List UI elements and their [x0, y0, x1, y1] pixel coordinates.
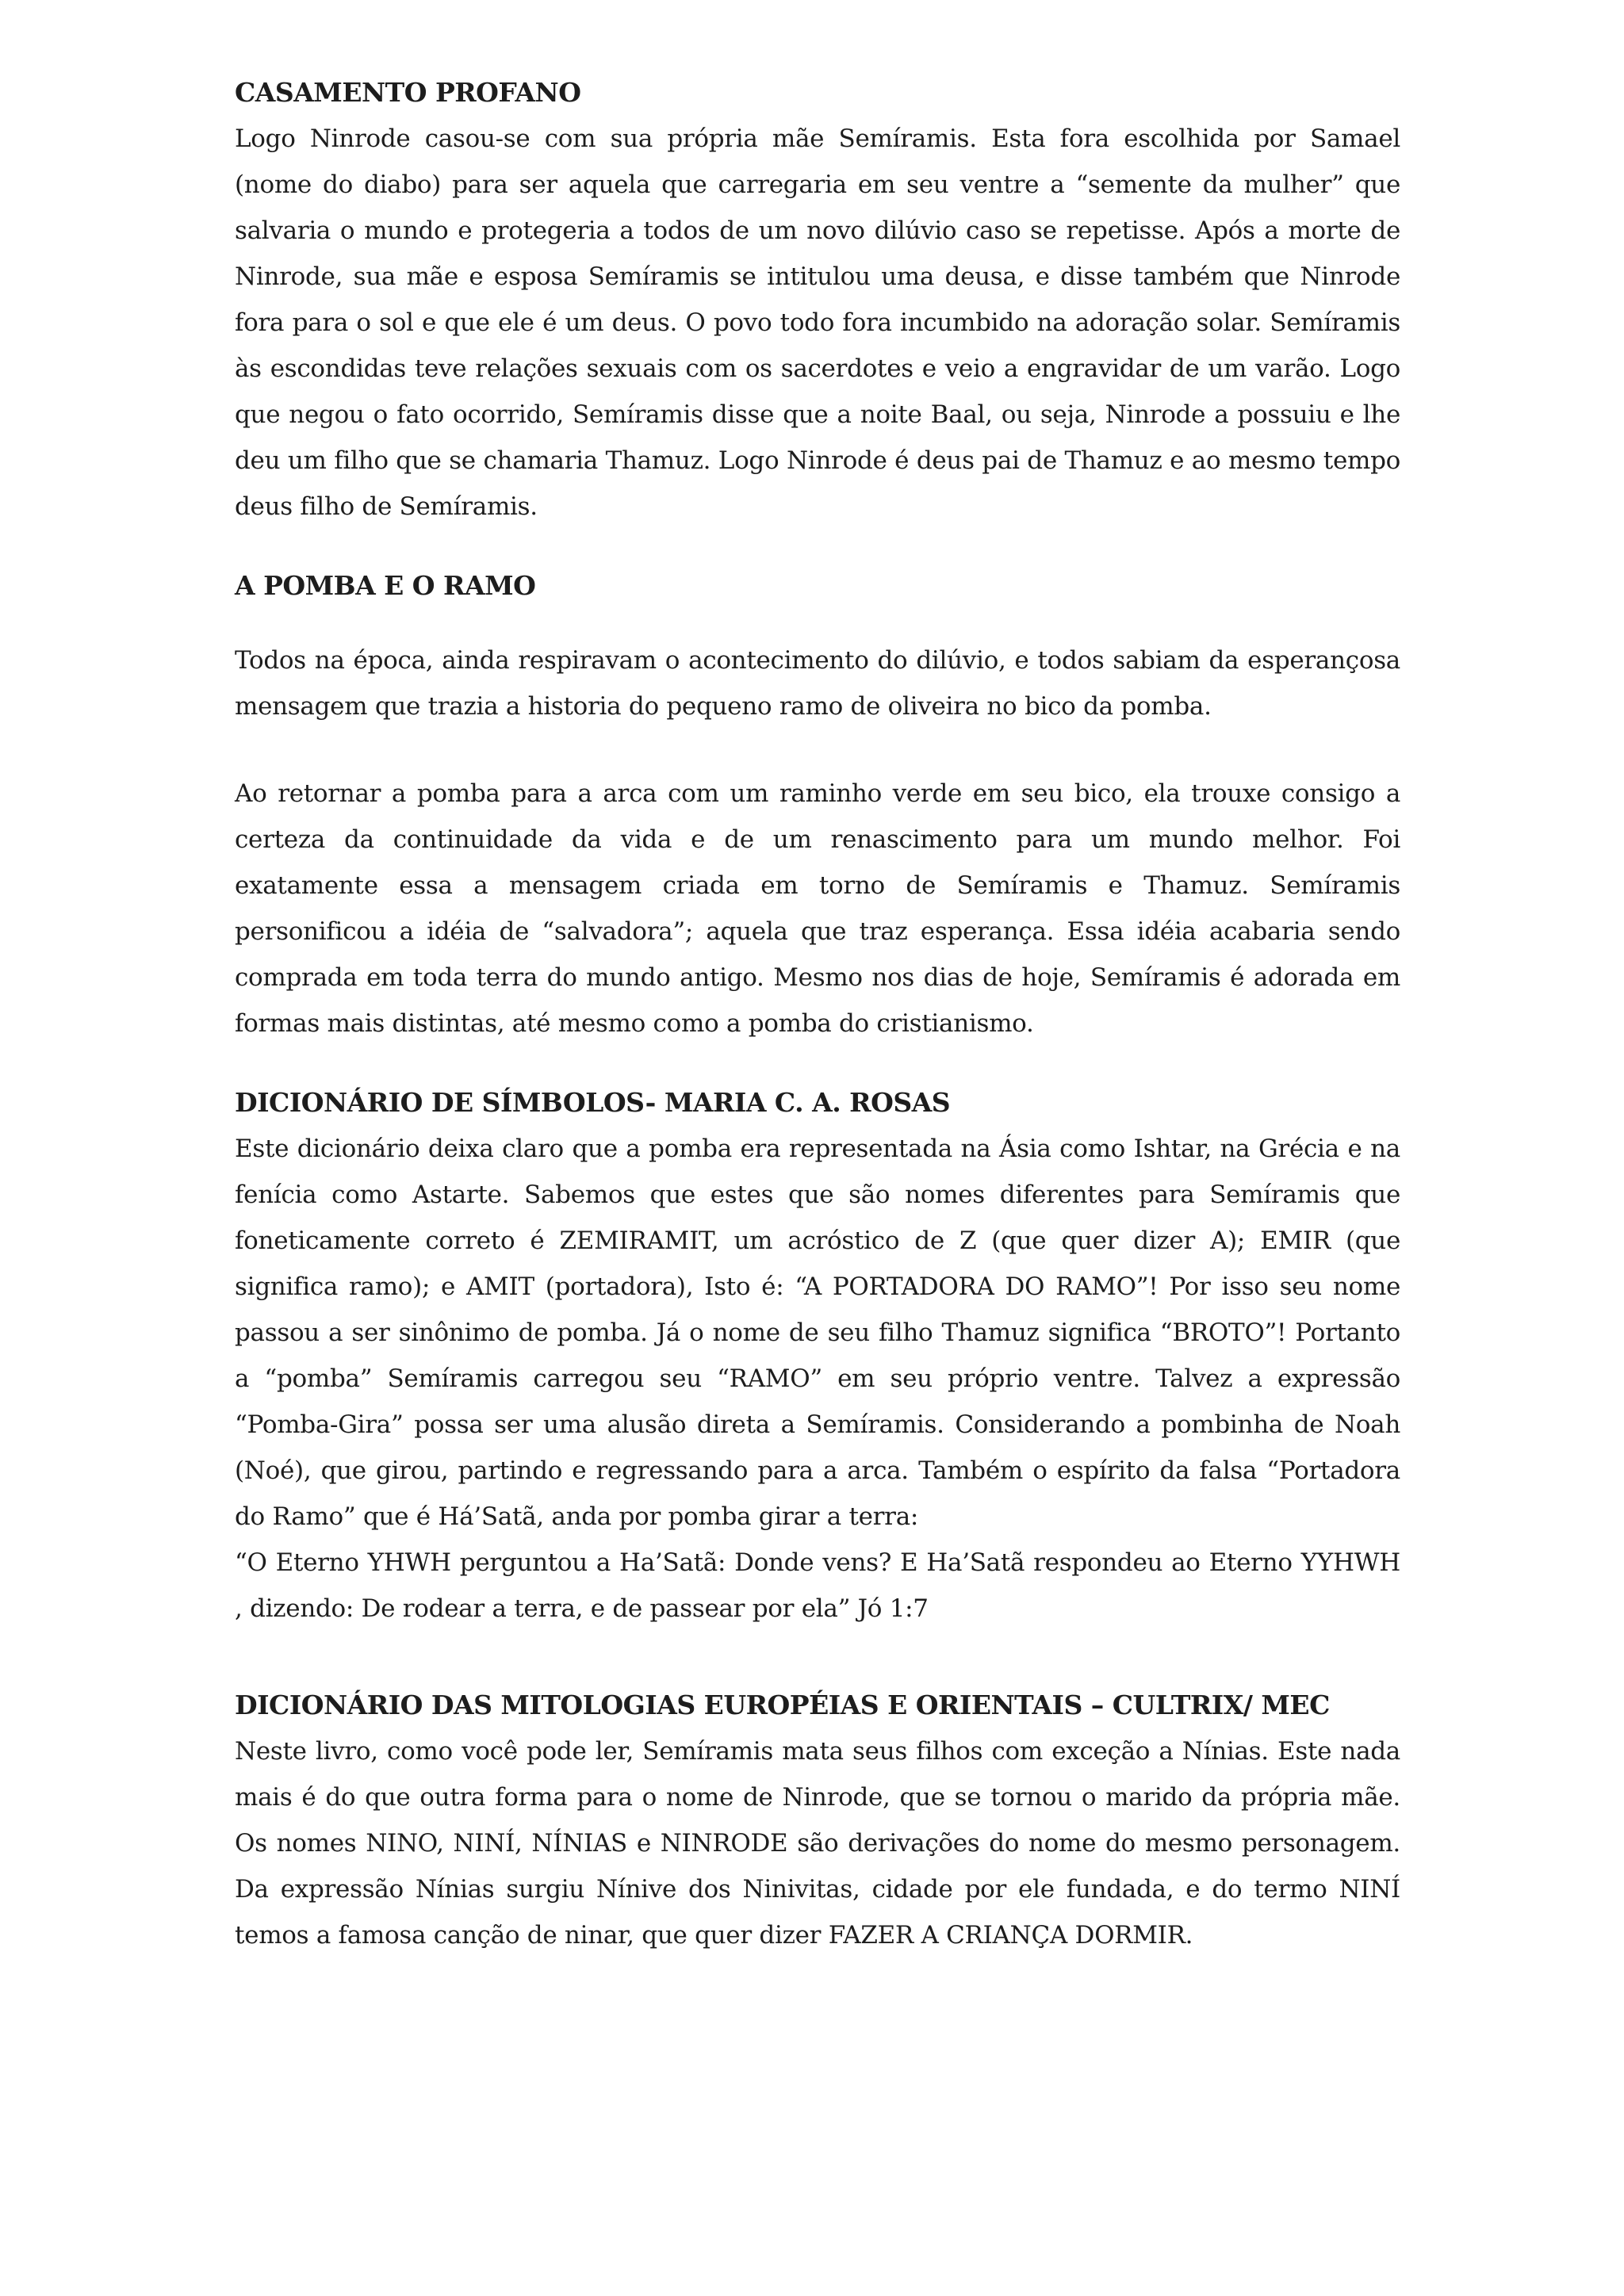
- section-heading-casamento-profano: CASAMENTO PROFANO: [235, 77, 581, 108]
- section-heading-a-pomba-e-o-ramo: A POMBA E O RAMO: [235, 570, 536, 601]
- section-heading-dicionario-das-mitologias: DICIONÁRIO DAS MITOLOGIAS EUROPÉIAS E ORIENTAIS – CULTRIX/ MEC: [235, 1689, 1330, 1720]
- quote-paragraph: “O Eterno YHWH perguntou a Ha’Satã: Donde vens? E Ha’Satã respondeu ao Eterno YYHWH , dizendo: De rodear a terra, e de passear por ela” Jó 1:7: [235, 1548, 1400, 1623]
- paragraph: Neste livro, como você pode ler, Semíramis mata seus filhos com exceção a Nínias. Este nada mais é do que outra forma para o nome de Ninrode, que se tornou o marido da própria mãe. Os nomes NINO, NINÍ, NÍNIAS e NINRODE são derivações do nome do mesmo personagem. Da expressão Nínias surgiu Nínive dos Ninivitas, cidade por ele fundada, e do termo NINÍ temos a famosa canção de ninar, que quer dizer FAZER A CRIANÇA DORMIR.: [235, 1737, 1400, 1950]
- document-page: [235, 70, 1400, 1958]
- section-heading-dicionario-de-simbolos: DICIONÁRIO DE SÍMBOLOS- MARIA C. A. ROSAS: [235, 1087, 951, 1118]
- paragraph: Todos na época, ainda respiravam o acontecimento do dilúvio, e todos sabiam da esperançosa mensagem que trazia a historia do pequeno ramo de oliveira no bico da pomba.: [235, 646, 1400, 721]
- paragraph: Logo Ninrode casou-se com sua própria mãe Semíramis. Esta fora escolhida por Samael (nome do diabo) para ser aquela que carregaria em seu ventre a “semente da mulher” que salvaria o mundo e protegeria a todos de um novo dilúvio caso se repetisse. Após a morte de Ninrode, sua mãe e esposa Semíramis se intitulou uma deusa, e disse também que Ninrode fora para o sol e que ele é um deus. O povo todo fora incumbido na adoração solar. Semíramis às escondidas teve relações sexuais com os sacerdotes e veio a engravidar de um varão. Logo que negou o fato ocorrido, Semíramis disse que a noite Baal, ou seja, Ninrode a possuiu e lhe deu um filho que se chamaria Thamuz. Logo Ninrode é deus pai de Thamuz e ao mesmo tempo deus filho de Semíramis.: [235, 124, 1400, 521]
- paragraph: Ao retornar a pomba para a arca com um raminho verde em seu bico, ela trouxe consigo a certeza da continuidade da vida e de um renascimento para um mundo melhor. Foi exatamente essa a mensagem criada em torno de Semíramis e Thamuz. Semíramis personificou a idéia de “salvadora”; aquela que traz esperança. Essa idéia acabaria sendo comprada em toda terra do mundo antigo. Mesmo nos dias de hoje, Semíramis é adorada em formas mais distintas, até mesmo como a pomba do cristianismo.: [235, 779, 1400, 1038]
- paragraph: Este dicionário deixa claro que a pomba era representada na Ásia como Ishtar, na Grécia e na fenícia como Astarte. Sabemos que estes que são nomes diferentes para Semíramis que foneticamente correto é ZEMIRAMIT, um acróstico de Z (que quer dizer A); EMIR (que significa ramo); e AMIT (portadora), Isto é: “A PORTADORA DO RAMO”! Por isso seu nome passou a ser sinônimo de pomba. Já o nome de seu filho Thamuz significa “BROTO”! Portanto a “pomba” Semíramis carregou seu “RAMO” em seu próprio ventre. Talvez a expressão “Pomba-Gira” possa ser uma alusão direta a Semíramis. Considerando a pombinha de Noah (Noé), que girou, partindo e regressando para a arca. Também o espírito da falsa “Portadora do Ramo” que é Há’Satã, anda por pomba girar a terra:: [235, 1135, 1400, 1531]
